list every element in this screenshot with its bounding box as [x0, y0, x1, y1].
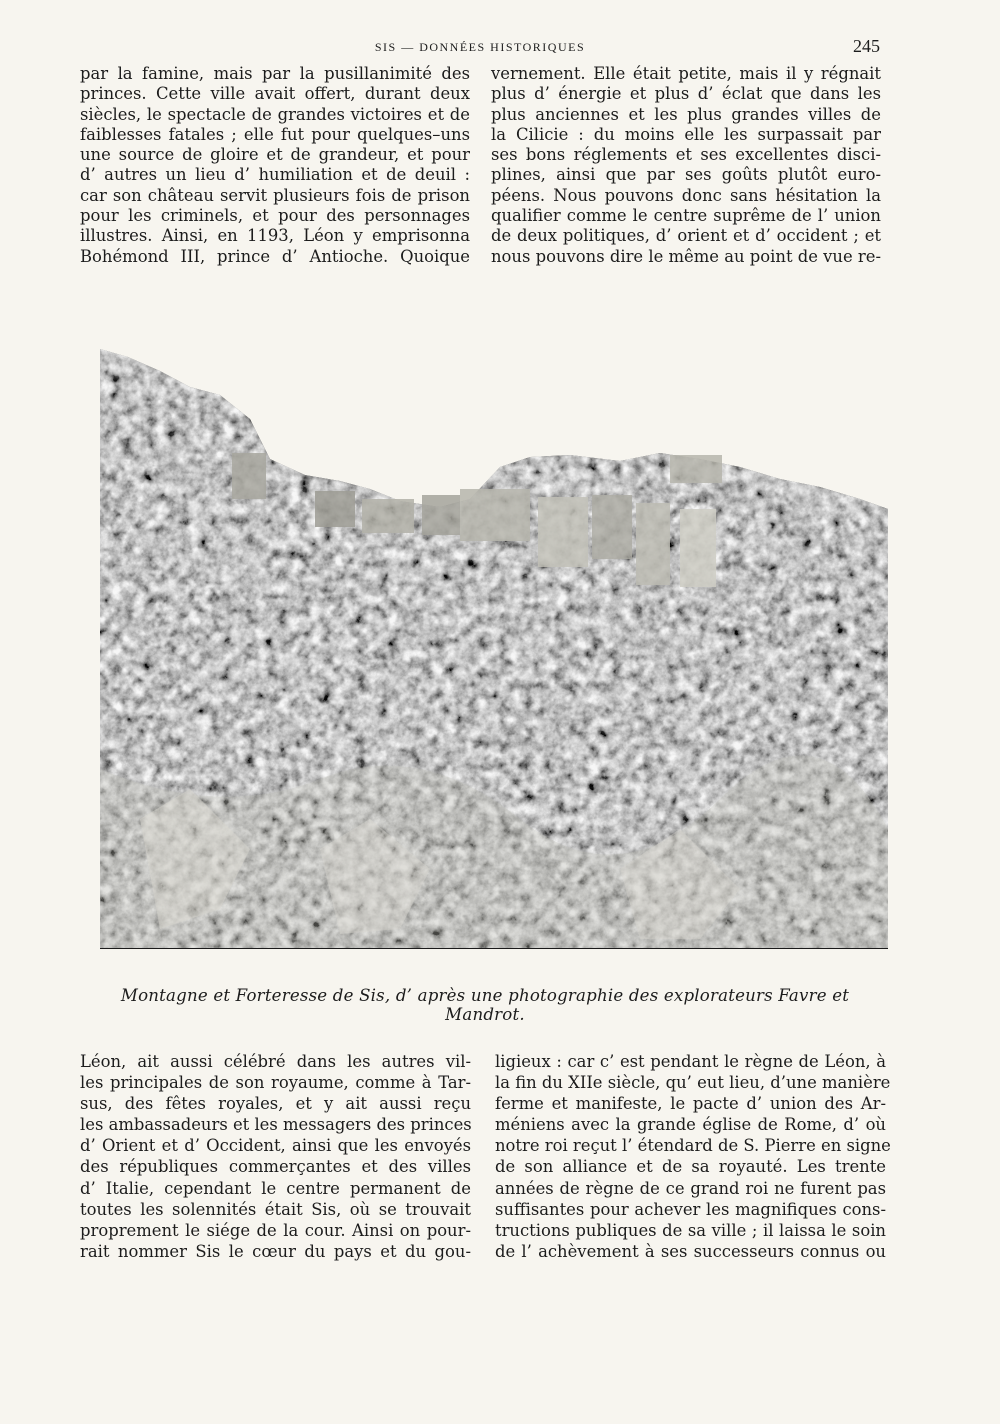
figure-caption: Montagne et Forteresse de Sis, d’ après une photographie des explorateurs Favre et Mandrot.: [120, 986, 850, 1024]
page-number: 245: [853, 36, 880, 56]
fortress-illustration: [100, 349, 888, 949]
text-line: Léon, ait aussi célébré dans les autres vil-: [80, 1052, 471, 1071]
text-line: d’ Italie, cependant le centre permanent de: [80, 1178, 471, 1198]
running-header: [80, 36, 880, 58]
text-line: la Cilicie : du moins elle les surpassait par: [491, 124, 881, 144]
text-line: les ambassadeurs et les messagers des princes: [80, 1115, 472, 1135]
text-line: pour les criminels, et pour des personnages: [80, 206, 470, 226]
text-line: notre roi reçut l’ étendard de S. Pierre en signe: [495, 1136, 891, 1156]
text-line: d’ autres un lieu d’ humiliation et de deuil :: [80, 165, 470, 185]
fortress-photograph: [100, 349, 888, 949]
text-line: méniens avec la grande église de Rome, d’ où: [495, 1115, 886, 1135]
text-line: faiblesses fatales ; elle fut pour quelques–uns: [80, 124, 470, 144]
text-line: sus, des fêtes royales, et y ait aussi reçu: [80, 1094, 471, 1114]
text-line: ses bons réglements et ses excellentes disci-: [491, 145, 881, 165]
text-line: de deux politiques, d’ orient et d’ occident ; et: [491, 226, 881, 246]
text-line: siècles, le spectacle de grandes victoires et de: [80, 104, 470, 124]
text-line: de l’ achèvement à ses successeurs connus ou: [495, 1241, 886, 1261]
text-line: ligieux : car c’ est pendant le règne de Léon, à: [495, 1052, 886, 1071]
text-line: tructions publiques de sa ville ; il laissa le soin: [495, 1220, 886, 1240]
text-line: rait nommer Sis le cœur du pays et du gou-: [80, 1241, 471, 1261]
text-line: qualifier comme le centre suprême de l’ union: [491, 206, 881, 226]
text-column-top-right: [491, 64, 881, 267]
text-line: la fin du XIIe siècle, qu’ eut lieu, d’une manière: [495, 1073, 891, 1093]
text-line: d’ Orient et d’ Occident, ainsi que les envoyés: [80, 1136, 471, 1156]
text-line: plines, ainsi que par ses goûts plutôt euro-: [491, 165, 881, 185]
text-line: nous pouvons dire le même au point de vue re-: [491, 246, 881, 266]
text-line: princes. Cette ville avait offert, durant deux: [80, 84, 470, 104]
text-line: des républiques commerçantes et des villes: [80, 1157, 471, 1177]
text-line: années de règne de ce grand roi ne furent pas: [495, 1178, 886, 1198]
text-line: les principales de son royaume, comme à Tar-: [80, 1073, 471, 1093]
text-line: car son château servit plusieurs fois de prison: [80, 185, 470, 205]
text-line: plus anciennes et les plus grandes villes de: [491, 104, 881, 124]
text-line: toutes les solennités était Sis, où se trouvait: [80, 1199, 471, 1219]
text-column-bottom-left: [80, 1051, 471, 1262]
text-line: illustres. Ainsi, en 1193, Léon y emprisonna: [80, 226, 470, 246]
text-line: une source de gloire et de grandeur, et pour: [80, 145, 470, 165]
text-column-top-left: [80, 64, 470, 267]
text-line: vernement. Elle était petite, mais il y régnait: [491, 64, 881, 83]
running-title: SIS — DONNÉES HISTORIQUES: [374, 40, 586, 54]
text-line: plus d’ énergie et plus d’ éclat que dans les: [491, 84, 881, 104]
text-line: proprement le siége de la cour. Ainsi on pour-: [80, 1220, 471, 1240]
text-line: de son alliance et de sa royauté. Les trente: [495, 1157, 886, 1177]
text-line: péens. Nous pouvons donc sans hésitation la: [491, 185, 881, 205]
text-line: ferme et manifeste, le pacte d’ union des Ar-: [495, 1094, 886, 1114]
text-column-bottom-right: [495, 1051, 891, 1262]
text-line: par la famine, mais par la pusillanimité des: [80, 64, 470, 83]
text-line: suffisantes pour achever les magnifiques cons-: [495, 1199, 886, 1219]
text-line: Bohémond III, prince d’ Antioche. Quoique: [80, 246, 470, 266]
